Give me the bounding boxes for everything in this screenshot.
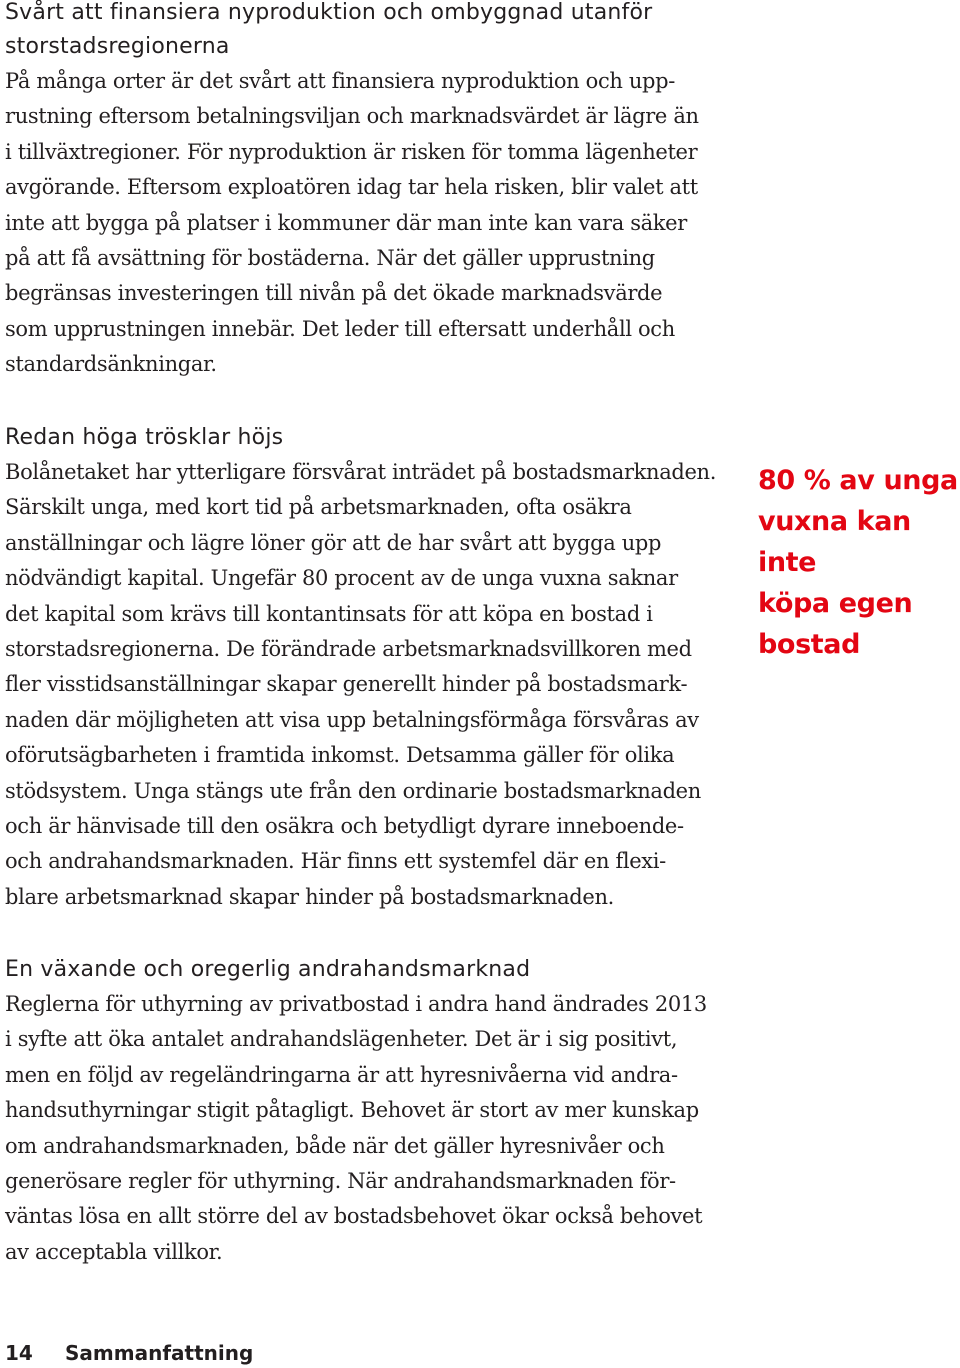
section-heading: Svårt att finansiera nyproduktion och ombyggnad utanför storstadsregionerna — [5, 0, 653, 59]
footer-section-title: Sammanfattning — [65, 1341, 254, 1365]
page-footer — [5, 1338, 253, 1368]
section-body: Bolånetaket har ytterligare försvårat inträdet på bostadsmarknaden. Särskilt unga, med kort tid på arbetsmarknaden, ofta osäkra anställningar och lägre löner gör att de har svårt att bygga upp nödvändigt kapital. Ungefär 80 procent av de unga vuxna saknar det kapital som krävs till kontantinsats för att köpa en bostad i storstadsregionerna. De förändrade arbetsmarknadsvillkoren med fler visstidsanställningar skapar generellt hinder på bostadsmark- naden där möjligheten att visa upp betalningsförmåga försvåras av oförutsägbarheten i framtida inkomst. Detsamma gäller för olika stödsystem. Unga stängs ute från den ordinarie bostadsmarknaden och är hänvisade till den osäkra och betydligt dyrare inneboende- och andrahandsmarknaden. Här finns ett systemfel där en flexi- blare arbetsmarknad skapar hinder på bostadsmarknaden. — [5, 460, 717, 909]
section-body: På många orter är det svårt att finansiera nyproduktion och upp- rustning eftersom betalningsviljan och marknadsvärdet är lägre än i tillväxtregioner. För nyproduktion är risken för tomma lägenheter avgörande. Eftersom exploatören idag tar hela risken, blir valet att inte att bygga på platser i kommuner där man inte kan vara säker på att få avsättning för bostäderna. När det gäller upprustning begränsas investeringen till nivån på det ökade marknadsvärde som upprustningen innebär. Det leder till eftersatt underhåll och standardsänkningar. — [5, 69, 699, 377]
pull-quote: 80 % av unga vuxna kan inte köpa egen bostad — [758, 465, 958, 660]
section-body: Reglerna för uthyrning av privatbostad i andra hand ändrades 2013 i syfte att öka antalet andrahandslägenheter. Det är i sig positivt, men en följd av regeländringarna är att hyresnivåerna vid andra- handsuthyrningar stigit påtagligt. Behovet är stort av mer kunskap om andrahandsmarknaden, både när det gäller hyresnivåer och generösare regler för uthyrning. När andrahandsmarknaden för- väntas lösa en allt större del av bostadsbehovet ökar också behovet av acceptabla villkor. — [5, 992, 707, 1264]
section-heading: Redan höga trösklar höjs — [5, 425, 284, 450]
section-heading: En växande och oregerlig andrahandsmarknad — [5, 957, 531, 982]
section-thresholds — [5, 421, 735, 915]
section-financing — [5, 0, 735, 383]
section-sublet-market — [5, 953, 735, 1270]
page-number: 14 — [5, 1341, 33, 1365]
